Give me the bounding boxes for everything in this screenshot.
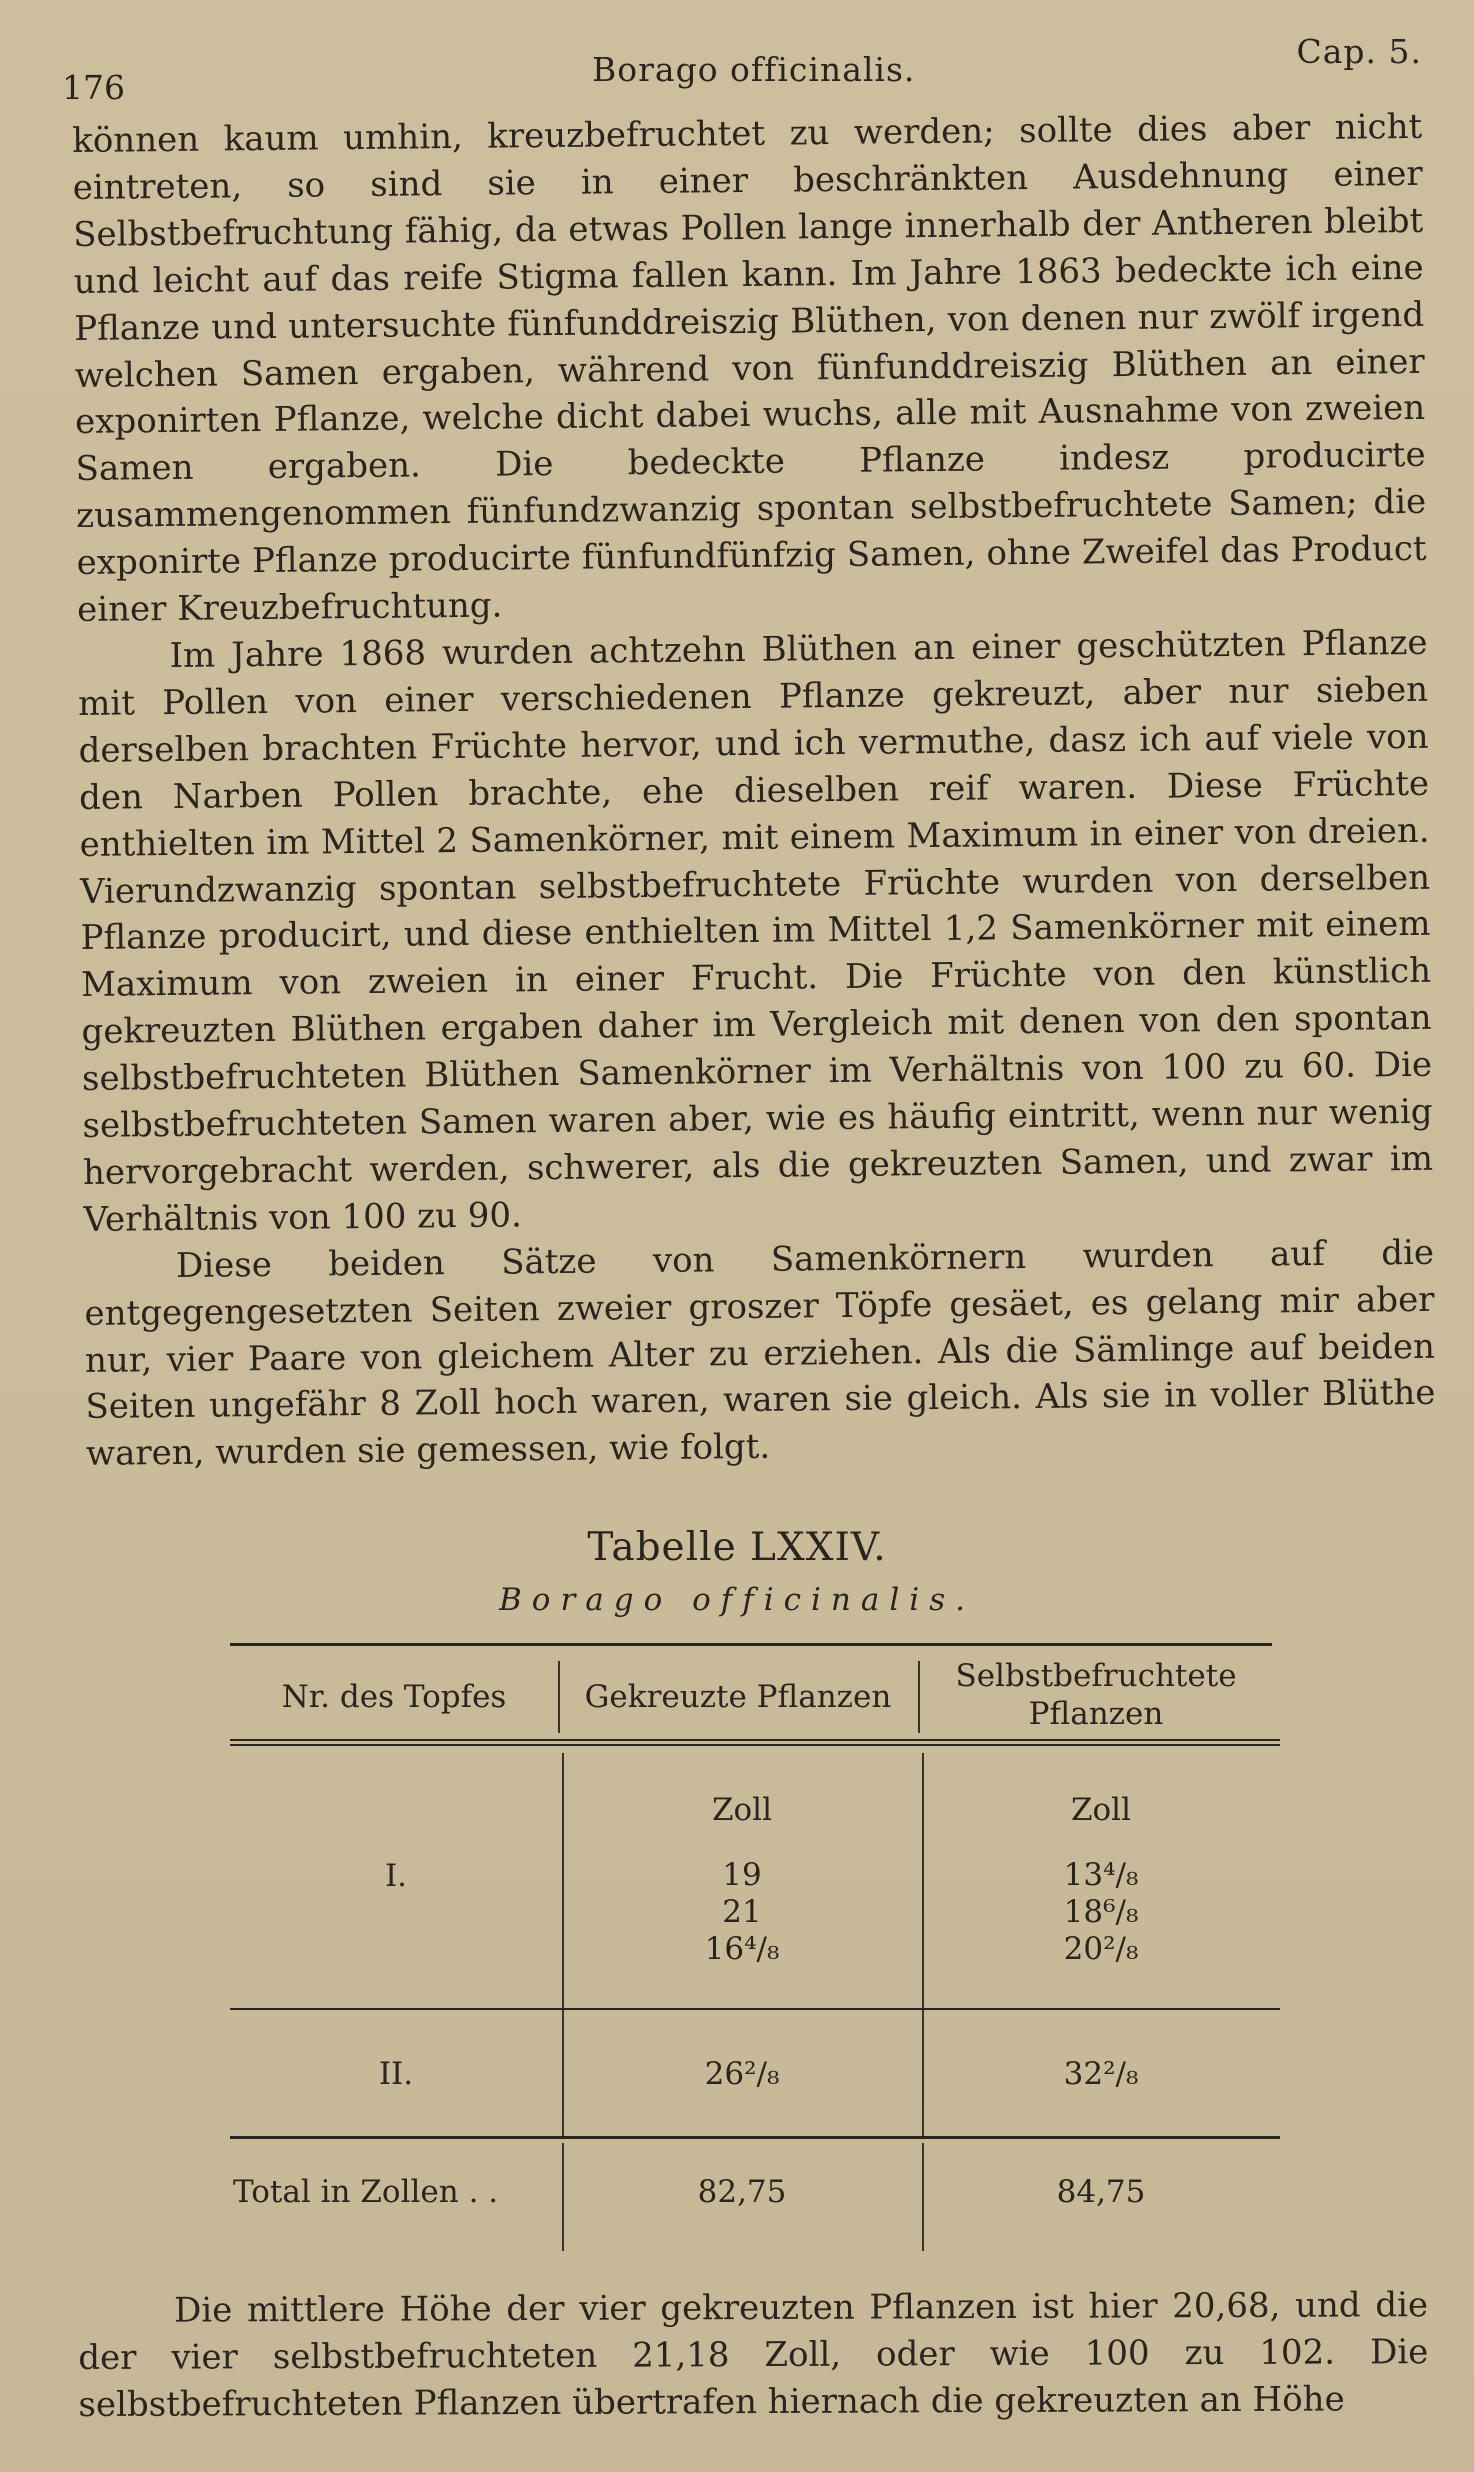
total-crossed: 82,75 <box>697 2174 787 2210</box>
cell-value: 18⁶/₈ <box>1063 1894 1139 1930</box>
chapter-label: Cap. 5. <box>1296 32 1422 71</box>
cell-value: 21 <box>722 1894 762 1930</box>
row-1-crossed-values <box>562 1857 922 1968</box>
row-2-crossed-value: 26²/₈ <box>704 2056 780 2092</box>
cell-value: 16⁴/₈ <box>704 1931 780 1967</box>
paragraph-1: können kaum umhin, kreuzbefruchtet zu werden; sollte dies aber nicht eintreten, so sind sie in einer beschränkten Ausdehnung einer Selbstbefruchtung fähig, da etwas Pollen lange innerhalb der Antheren bleibt und leicht auf das reife Stigma fallen kann. Im Jahre 1863 bedeckte ich eine Pflanze und untersuchte fünfunddreiszig Blüthen, von denen nur zwölf irgend welchen Samen ergaben, während von fünfunddreiszig Blüthen an einer exponirten Pflanze, welche dicht dabei wuchs, alle mit Ausnahme von zweien Samen ergaben. Die bedeckte Pflanze indesz producirte zusammengenommen fünfundzwanzig spontan selbstbefruchtete Samen; die exponirte Pflanze producirte fünfundfünfzig Samen, ohne Zweifel das Product einer Kreuzbefruchtung. <box>72 106 1427 631</box>
table-title: Tabelle LXXIV. <box>587 1525 887 1570</box>
body-text <box>72 104 1436 1478</box>
row-1-pot: I. <box>384 1858 408 1894</box>
page-number: 176 <box>62 68 125 107</box>
paragraph-3: Diese beiden Sätze von Samenkörnern wurden auf die entgegengesetzten Seiten zweier groszer Töpfe gesäet, es gelang mir aber nur, vier Paare von gleichem Alter zu erziehen. Als die Sämlinge auf beiden Seiten ungefähr 8 Zoll hoch waren, waren sie gleich. Als sie in voller Blüthe waren, wurden sie gemessen, wie folgt. <box>84 1232 1436 1475</box>
header-self-line1: Selbstbefruchtete <box>955 1658 1237 1694</box>
header-rule <box>230 1739 1280 1741</box>
paragraph-2: Im Jahre 1868 wurden achtzehn Blüthen an einer geschützten Pflanze mit Pollen von einer verschiedenen Pflanze gekreuzt, aber nur sieben derselben brachten Früchte hervor, und ich vermuthe, dasz ich auf viele von den Narben Pollen brachte, ehe dieselben reif waren. Diese Früchte enthielten im Mittel 2 Samenkörner, mit einem Maximum in einer von dreien. Vierundzwanzig spontan selbstbefruchtete Früchte wurden von derselben Pflanze producirt, und diese enthielten im Mittel 1,2 Samenkörner mit einem Maximum von zweien in einer Frucht. Die Früchte von den künstlich gekreuzten Blüthen ergaben daher im Vergleich mit denen von den spontan selbstbefruchteten Blüthen Samenkörner im Verhältnis von 100 zu 60. Die selbstbefruchteten Samen waren aber, wie es häufig eintritt, wenn nur wenig hervorgebracht werden, schwerer, als die gekreuzten Samen, und zwar im Verhältnis von 100 zu 90. <box>77 622 1434 1240</box>
total-self: 84,75 <box>1056 2174 1146 2210</box>
closing-paragraph: Die mittlere Höhe der vier gekreuzten Pflanzen ist hier 20,68, und die der vier selbstbefruchteten 21,18 Zoll, oder wie 100 zu 102. Die selbstbefruchteten Pflanzen übertrafen hiernach die gekreuzten an Höhe <box>78 2285 1429 2425</box>
total-label: Total in Zollen . . <box>233 2174 499 2210</box>
row-2-pot: II. <box>378 2056 414 2092</box>
header-rule-double <box>230 1744 1280 1746</box>
header-pot: Nr. des Topfes <box>281 1679 507 1715</box>
cell-value: 13⁴/₈ <box>1063 1857 1139 1893</box>
row-1-self-values <box>922 1857 1280 1968</box>
page-header <box>62 32 1422 112</box>
unit-crossed: Zoll <box>711 1792 773 1828</box>
row-2-self-value: 32²/₈ <box>1063 2056 1139 2092</box>
cell-value: 19 <box>722 1857 762 1893</box>
unit-self: Zoll <box>1070 1792 1132 1828</box>
header-self-line2: Pflanzen <box>1028 1696 1164 1732</box>
table-top-rule <box>230 1643 1272 1646</box>
total-rule <box>230 2136 1280 2139</box>
table-subtitle: Borago officinalis. <box>499 1582 975 1618</box>
running-title: Borago officinalis. <box>592 50 916 89</box>
row-rule <box>230 2008 1280 2010</box>
header-crossed: Gekreuzte Pflanzen <box>584 1679 892 1715</box>
cell-value: 20²/₈ <box>1063 1931 1139 1967</box>
data-table <box>230 1643 1280 2255</box>
